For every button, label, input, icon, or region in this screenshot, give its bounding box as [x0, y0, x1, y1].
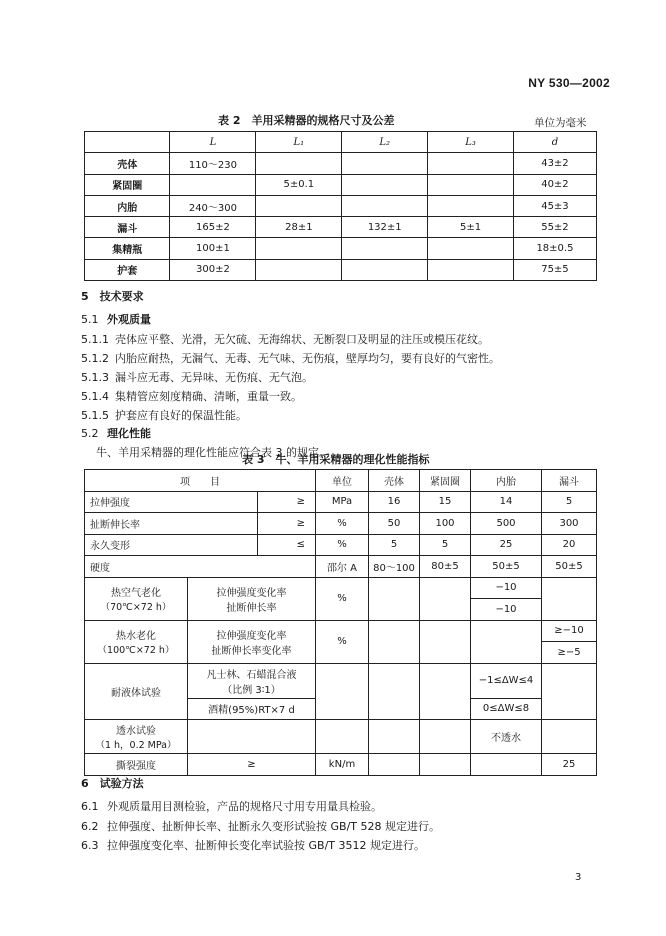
- sub-label-line: 凡士林、石蜡混合液: [206, 669, 297, 681]
- row-label: 撕裂强度: [85, 754, 188, 776]
- table-cell: 43±2: [513, 153, 596, 174]
- sub-label: [188, 663, 316, 698]
- row-label-condition: （1 h，0.2 MPa）: [95, 740, 177, 751]
- sub-label: [188, 720, 316, 754]
- clause-number: 5.2: [81, 427, 99, 440]
- table-cell: 75±5: [513, 259, 596, 280]
- unit-cell: [316, 720, 369, 754]
- table-cell: 5: [420, 534, 471, 556]
- table-cell: [420, 620, 471, 663]
- table-header-row: [85, 470, 597, 492]
- sub-label-line: 拉伸强度变化率: [216, 587, 287, 599]
- table-cell: 25: [542, 754, 597, 776]
- clause-number: 5.1.5: [81, 409, 109, 422]
- row-label: 壳体: [85, 153, 170, 174]
- table-cell: 100: [420, 513, 471, 535]
- table-header-cell: L₂: [342, 132, 428, 153]
- table-cell: [256, 153, 342, 174]
- table-cell: [428, 153, 514, 174]
- clause-text: 漏斗应无毒、无异味、无伤痕、无气泡。: [115, 371, 313, 384]
- table-header-cell: L₃: [428, 132, 514, 153]
- table-cell: [542, 577, 597, 620]
- table-row: [85, 195, 597, 216]
- table-cell: 45±3: [513, 195, 596, 216]
- table-row: [85, 577, 597, 599]
- row-label: 永久变形: [85, 534, 258, 556]
- table-cell: 100±1: [170, 238, 256, 259]
- clause-text: 外观质量用目测检验，产品的规格尺寸用专用量具检验。: [107, 800, 382, 813]
- clause-item: [81, 818, 440, 834]
- table-header-cell: d: [513, 132, 596, 153]
- row-label: 硬度: [85, 556, 316, 578]
- unit-cell: [316, 663, 369, 720]
- sub-label-line: 拉伸强度变化率: [216, 630, 287, 642]
- clause-number: 6.1: [81, 800, 99, 813]
- section6-heading: 6 试验方法: [81, 777, 144, 790]
- table-cell: [542, 663, 597, 720]
- table-cell: [256, 259, 342, 280]
- table-cell: 14: [471, 491, 542, 513]
- table-cell: [369, 720, 420, 754]
- unit-cell: %: [316, 577, 369, 620]
- table-header-row: [85, 132, 597, 153]
- row-label: [85, 720, 188, 754]
- table-cell: [342, 259, 428, 280]
- clause-number: 5.1.4: [81, 390, 109, 403]
- table-cell: 300±2: [170, 259, 256, 280]
- table-header-cell: L: [170, 132, 256, 153]
- table-cell: 500: [471, 513, 542, 535]
- table-row: [85, 153, 597, 174]
- row-label: 扯断伸长率: [85, 513, 258, 535]
- table-cell: 50: [369, 513, 420, 535]
- table-cell: 80～100: [369, 556, 420, 578]
- clause-item: [81, 798, 382, 814]
- clause-text: 拉伸强度变化率、扯断伸长变化率试验按 GB/T 3512 规定进行。: [107, 839, 425, 852]
- clause-item: [81, 388, 302, 404]
- clause-number: 5.1.3: [81, 371, 109, 384]
- clause-text: 壳体应平整、光滑，无欠硫、无海绵状、无断裂口及明显的注压或模压花纹。: [115, 333, 489, 346]
- table-cell: [369, 577, 420, 620]
- clause-number: 5.1: [81, 313, 99, 326]
- clause-text: 拉伸强度、扯断伸长率、扯断永久变形试验按 GB/T 528 规定进行。: [107, 820, 440, 833]
- table-cell: 300: [542, 513, 597, 535]
- sub-label: 酒精(95%)RT×7 d: [188, 698, 316, 720]
- table-cell: 5±0.1: [256, 174, 342, 195]
- table-cell: [420, 577, 471, 620]
- table-cell: MPa: [316, 491, 369, 513]
- table-cell: ≥−10: [542, 620, 597, 642]
- row-label: 紧固圈: [85, 174, 170, 195]
- table-cell: 50±5: [542, 556, 597, 578]
- table-cell: 25: [471, 534, 542, 556]
- table-cell: [369, 620, 420, 663]
- table3: [84, 469, 597, 776]
- section5-1-heading: [81, 311, 151, 327]
- row-label: 护套: [85, 259, 170, 280]
- comparator: ≤: [258, 534, 316, 556]
- table-header-cell: 壳体: [369, 470, 420, 492]
- table-cell: [471, 754, 542, 776]
- table-cell: 20: [542, 534, 597, 556]
- table-cell: [428, 195, 514, 216]
- table-row: [85, 663, 597, 698]
- table2-caption: 表 2 羊用采精器的规格尺寸及公差: [218, 114, 395, 127]
- comparator: ≥: [258, 513, 316, 535]
- table2-unit: 单位为毫米: [534, 117, 587, 129]
- table-row: [85, 217, 597, 238]
- table-cell: ≥−5: [542, 642, 597, 664]
- table-cell: %: [316, 534, 369, 556]
- section5-2-text: 牛、羊用采精器的理化性能应符合表 3 的规定。: [96, 446, 330, 459]
- table-cell: 18±0.5: [513, 238, 596, 259]
- clause-text: 集精管应刻度精确、清晰，重量一致。: [115, 390, 302, 403]
- unit-cell: %: [316, 620, 369, 663]
- table-cell: [369, 663, 420, 720]
- comparator: ≥: [188, 754, 316, 776]
- sub-label-line: （比例 3∶1）: [222, 684, 281, 696]
- table-cell: [542, 720, 597, 754]
- table-cell: −1≤ΔW≤4: [471, 663, 542, 698]
- clause-title: 外观质量: [107, 313, 151, 326]
- table-cell: 16: [369, 491, 420, 513]
- clause-number: 6.2: [81, 820, 99, 833]
- sub-label-line: 扯断伸长率变化率: [211, 645, 292, 657]
- table-cell: −10: [471, 599, 542, 621]
- table-cell: 5±1: [428, 217, 514, 238]
- comparator: ≥: [258, 491, 316, 513]
- table-cell: 50±5: [471, 556, 542, 578]
- table-row: [85, 720, 597, 754]
- table-row: [85, 620, 597, 642]
- row-label-name: 热水老化: [116, 631, 156, 642]
- clause-item: [81, 407, 247, 423]
- table-row: [85, 491, 597, 513]
- table-cell: [342, 195, 428, 216]
- page-number: 3: [575, 872, 582, 883]
- row-label: 拉伸强度: [85, 491, 258, 513]
- row-label: [85, 620, 188, 663]
- table-cell: [369, 754, 420, 776]
- table-cell: [342, 174, 428, 195]
- table-header-cell: 项 目: [85, 470, 316, 492]
- table-cell: 165±2: [170, 217, 256, 238]
- table-cell: 80±5: [420, 556, 471, 578]
- table-cell: 55±2: [513, 217, 596, 238]
- table-row: [85, 513, 597, 535]
- table-cell: 132±1: [342, 217, 428, 238]
- table-header-cell: 单位: [316, 470, 369, 492]
- table-row: [85, 174, 597, 195]
- table-cell: %: [316, 513, 369, 535]
- table3-caption: 表 3 牛、羊用采精器的理化性能指标: [242, 453, 430, 466]
- table-cell: [342, 153, 428, 174]
- clause-number: 5.1.1: [81, 333, 109, 346]
- section5-2-heading: [81, 425, 151, 441]
- row-label: [85, 577, 188, 620]
- sub-label-line: 扯断伸长率: [226, 602, 277, 614]
- table-cell: [170, 174, 256, 195]
- table-row: [85, 556, 597, 578]
- table-header-cell: [85, 132, 170, 153]
- table-cell: 15: [420, 491, 471, 513]
- table-cell: 邵尔 A: [316, 556, 369, 578]
- clause-item: [81, 837, 425, 853]
- table-cell: [420, 754, 471, 776]
- table-cell: 28±1: [256, 217, 342, 238]
- table2: [84, 131, 597, 281]
- row-label: 漏斗: [85, 217, 170, 238]
- table-row: [85, 238, 597, 259]
- table-row: [85, 534, 597, 556]
- table-header-cell: 漏斗: [542, 470, 597, 492]
- table-cell: [471, 620, 542, 663]
- table-row: [85, 754, 597, 776]
- row-label-condition: （100℃×72 h）: [97, 645, 175, 656]
- clause-number: 6.3: [81, 839, 99, 852]
- clause-number: 5.1.2: [81, 352, 109, 365]
- clause-text: 内胎应耐热，无漏气、无毒、无气味、无伤痕，壁厚均匀，要有良好的气密性。: [115, 352, 500, 365]
- table-cell: [256, 238, 342, 259]
- table-cell: 240～300: [170, 195, 256, 216]
- table-cell: [420, 720, 471, 754]
- table-cell: 0≤ΔW≤8: [471, 698, 542, 720]
- sub-label: [188, 620, 316, 663]
- table-cell: [428, 259, 514, 280]
- row-label-name: 热空气老化: [111, 588, 161, 599]
- clause-item: [81, 369, 313, 385]
- row-label-name: 透水试验: [116, 726, 156, 737]
- table-cell: 不透水: [471, 720, 542, 754]
- standard-number: NY 530—2002: [528, 76, 610, 90]
- table-cell: [428, 238, 514, 259]
- table-cell: [342, 238, 428, 259]
- table-cell: 5: [542, 491, 597, 513]
- clause-item: [81, 350, 500, 366]
- unit-cell: kN/m: [316, 754, 369, 776]
- row-label: 内胎: [85, 195, 170, 216]
- table-cell: 40±2: [513, 174, 596, 195]
- table-cell: −10: [471, 577, 542, 599]
- table-cell: [428, 174, 514, 195]
- row-label-condition: （70℃×72 h）: [100, 602, 172, 613]
- table-header-cell: 紧固圈: [420, 470, 471, 492]
- clause-item: [81, 331, 489, 347]
- row-label: 集精瓶: [85, 238, 170, 259]
- sub-label: [188, 577, 316, 620]
- clause-title: 理化性能: [107, 427, 151, 440]
- section5-heading: 5 技术要求: [81, 290, 144, 303]
- table-header-cell: L₁: [256, 132, 342, 153]
- table-cell: 5: [369, 534, 420, 556]
- table-cell: [256, 195, 342, 216]
- table-cell: [420, 663, 471, 720]
- table-row: [85, 259, 597, 280]
- clause-text: 护套应有良好的保温性能。: [115, 409, 247, 422]
- table-cell: 110～230: [170, 153, 256, 174]
- table-header-cell: 内胎: [471, 470, 542, 492]
- row-label: 耐液体试验: [85, 663, 188, 720]
